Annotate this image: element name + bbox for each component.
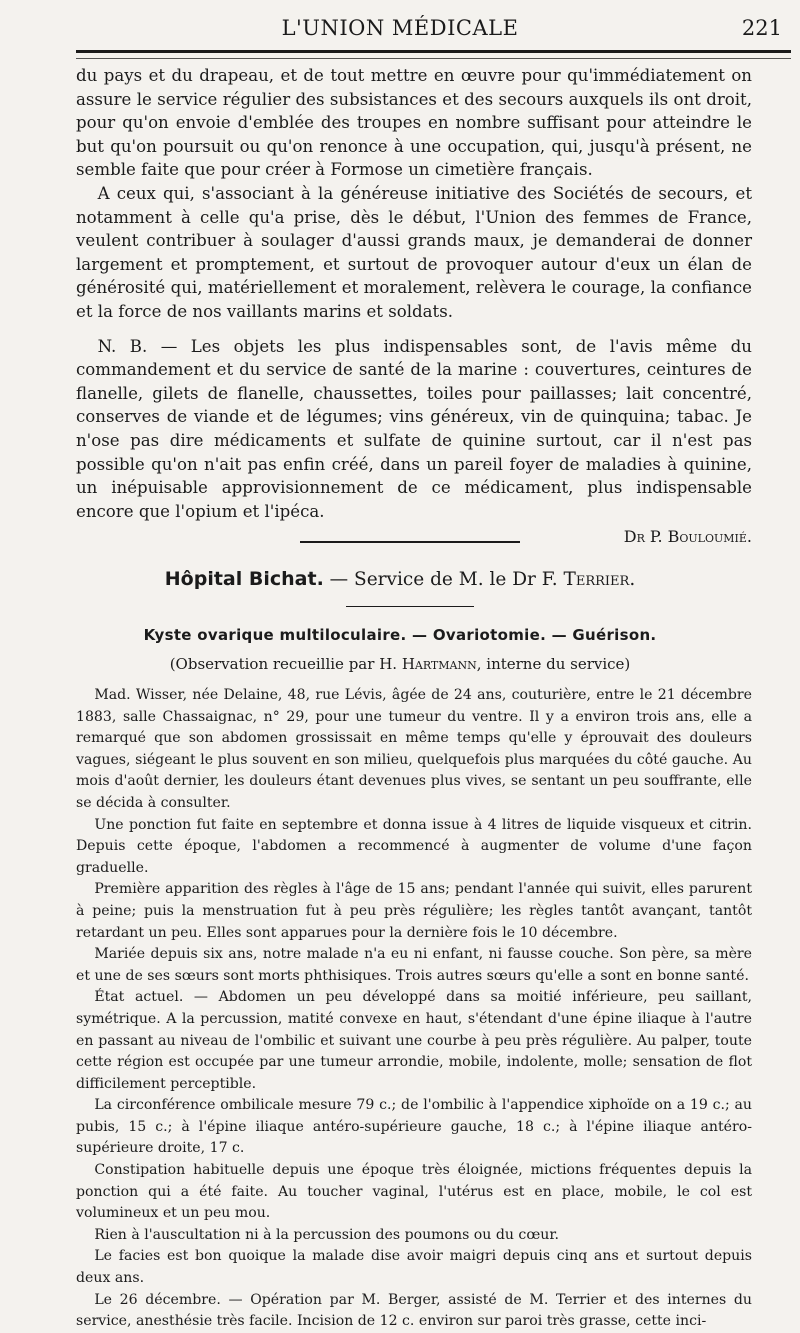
header-rule-thick <box>76 50 791 53</box>
signature: Dr P. Bouloumié. <box>623 527 752 547</box>
running-head <box>0 16 800 48</box>
section-heading <box>0 568 800 590</box>
paragraph: Le facies est bon quoique la malade dise avoir maigri depuis cinq ans et surtout depuis deux ans. <box>76 1248 752 1287</box>
paragraph: Une ponction fut faite en septembre et donna issue à 4 litres de liquide visqueux et citrin. Depuis cette époque, l'abdomen a recommencé à augmenter de volume d'une façon graduelle. <box>76 816 752 876</box>
paragraph-nb: N. B. — Les objets les plus indispensables sont, de l'avis même du commandement et du service de santé de la marine : couvertures, ceintures de flanelle, gilets de flanelle, chaussettes, toiles pour paillasses; lait concentré, conserves de viande et de légumes; vins généreux, vin de quinquina; tabac. Je n'ose pas dire médicaments et sulfate de quinine surtout, car il n'est pas possible qu'on n'ait pas enfin créé, dans un pareil foyer de maladies à quinine, un inépuisable approvisionnement de ce médicament, plus indispensable encore que l'opium et l'ipéca. <box>76 336 752 521</box>
page-number: 221 <box>741 16 782 40</box>
running-title: L'UNION MÉDICALE <box>281 16 519 40</box>
paragraph: La circonférence ombilicale mesure 79 c.; de l'ombilic à l'appendice xiphoïde on a 19 c.; au pubis, 15 c.; à l'épine iliaque antéro-supérieure gauche, 18 c.; à l'épine iliaque antéro-supérieure droite, 17 c. <box>76 1097 752 1157</box>
section-divider <box>300 541 520 543</box>
case-title: Kyste ovarique multiloculaire. — Ovariotomie. — Guérison. <box>143 626 657 644</box>
paragraph: Première apparition des règles à l'âge de 15 ans; pendant l'année qui suivit, elles parurent à peine; puis la menstruation fut à peu près régulière; les règles tantôt avançant, tantôt retardant un peu. Elles sont apparues pour la dernière fois le 10 décembre. <box>76 881 752 941</box>
heading-underline <box>346 606 474 607</box>
paragraph: Mad. Wisser, née Delaine, 48, rue Lévis, âgée de 24 ans, couturière, entre le 21 décembre 1883, salle Chassaignac, n° 29, pour une tumeur du ventre. Il y a environ trois ans, elle a remarqué que son abdomen grossissait en même temps qu'elle y éprouvait des douleurs vagues, siégeant le plus souvent en son milieu, quelquefois plus marquées du côté gauche. Au mois d'août dernier, les douleurs étant devenues plus vives, se sentant un peu souffrante, elle se décida à consulter. <box>76 687 752 811</box>
observation-prefix: (Observation recueillie par H. <box>169 655 402 673</box>
paragraph: du pays et du drapeau, et de tout mettre en œuvre pour qu'immédiatement on assure le service régulier des subsistances et des secours auxquels ils ont droit, pour qu'on envoie d'emblée des troupes en nombre suffisant pour atteindre le but qu'on poursuit ou qu'on renonce à une occupation, qui, jusqu'à présent, ne semble faite que pour créer à Formose un cimetière français. <box>76 66 752 180</box>
case-body <box>76 685 752 1333</box>
paragraph: État actuel. — Abdomen un peu développé dans sa moitié inférieure, peu saillant, symétrique. A la percussion, matité convexe en haut, s'étendant d'une épine iliaque à l'autre en passant au niveau de l'ombilic et suivant une courbe à peu près régulière. Au palper, toute cette région est occupée par une tumeur arrondie, mobile, indolente, molle; sensation de flot difficilement perceptible. <box>76 989 752 1092</box>
paragraph: Constipation habituelle depuis une époque très éloignée, mictions fréquentes depuis la ponction qui a été faite. Au toucher vaginal, l'utérus est en place, mobile, le col est volumineux et un peu mou. <box>76 1162 752 1222</box>
paragraph: Rien à l'auscultation ni à la percussion des poumons ou du cœur. <box>94 1226 559 1243</box>
case-subtitle <box>0 655 800 673</box>
paragraph: Le 26 décembre. — Opération par M. Berger, assisté de M. Terrier et des internes du service, anesthésie très facile. Incision de 12 c. environ sur paroi très grasse, cette inci- <box>76 1291 752 1330</box>
paragraph: Mariée depuis six ans, notre malade n'a eu ni enfant, ni fausse couche. Son père, sa mère et une de ses sœurs sont morts phthisiques. Trois autres sœurs qu'elle a sont en bonne santé. <box>76 946 752 984</box>
observer-name: Hartmann <box>401 655 477 673</box>
paragraph: A ceux qui, s'associant à la généreuse initiative des Sociétés de secours, et notamment à celle qu'a prise, dès le début, l'Union des femmes de France, veulent contribuer à soulager d'aussi grands maux, je demanderai de donner largement et promptement, et surtout de provoquer autour d'eux un élan de générosité qui, matériellement et moralement, relèvera le courage, la confiance et la force de nos vaillants marins et soldats. <box>76 183 752 321</box>
header-rule-thin <box>76 58 791 59</box>
service-prefix: — Service de M. le Dr F. <box>323 569 564 590</box>
hospital-name: Hôpital Bichat. <box>164 568 324 590</box>
service-chief: Terrier <box>563 569 630 590</box>
service-suffix: . <box>629 569 636 590</box>
top-text-block <box>76 64 752 549</box>
observation-suffix: , interne du service) <box>476 655 631 673</box>
